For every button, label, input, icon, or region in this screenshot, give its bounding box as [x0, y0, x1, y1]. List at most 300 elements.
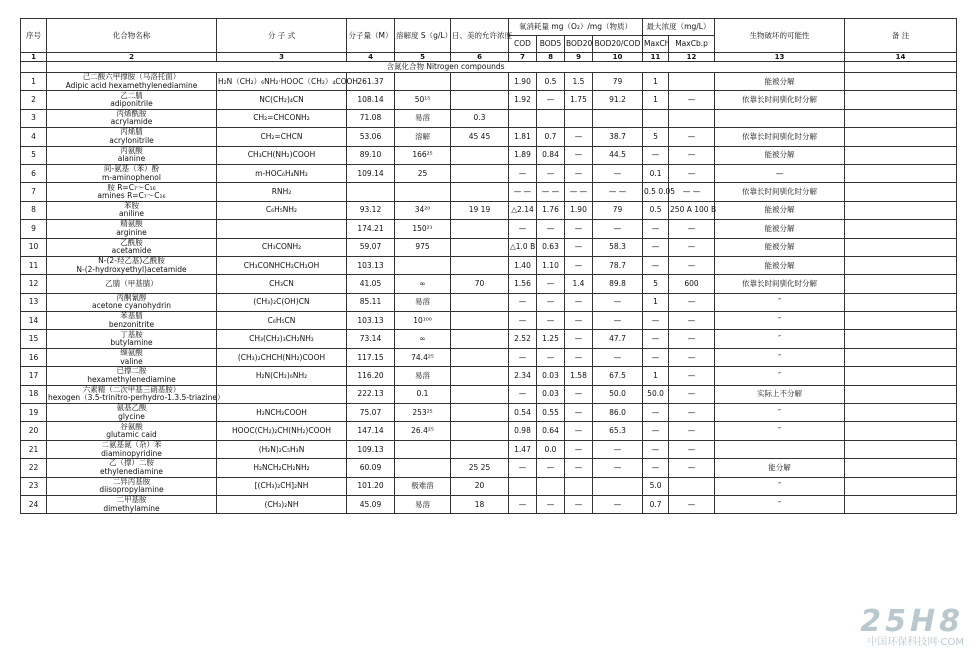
cell-mc: 50.0 — [643, 385, 669, 403]
cell-b5: — — [537, 495, 565, 513]
cell-b20: — — — [565, 183, 593, 201]
col-number: 4 — [347, 53, 395, 62]
cell-n: 24 — [21, 495, 47, 513]
cell-n: 22 — [21, 459, 47, 477]
cell-r: — — [593, 495, 643, 513]
cell-f: CH₃CH(NH₂)COOH — [217, 146, 347, 164]
cell-mb: — — [669, 367, 715, 385]
compound-name-en: benzonitrite — [108, 319, 155, 329]
compound-name-cell — [47, 367, 217, 385]
compound-name-cn: 乙腈（甲基腈） — [105, 278, 158, 288]
cell-jp — [451, 330, 509, 348]
cell-s: 极难溶 — [395, 477, 451, 495]
compound-name-cn: 缬氨酸 — [120, 348, 143, 358]
cell-mc: — — [643, 220, 669, 238]
compound-name-en: glycine — [118, 411, 145, 421]
table-row — [21, 312, 957, 330]
cell-mw — [347, 183, 395, 201]
cell-mb: — — — [669, 183, 715, 201]
oxygen-group-header: 氧消耗量 mg（O₂）/mg（物质） — [509, 19, 643, 36]
cell-jp — [451, 312, 509, 330]
compound-name-cn: N-(2-羟乙基)乙酰胺 — [98, 256, 165, 266]
cell-b5: 0.55 — [537, 404, 565, 422]
cell-note — [845, 164, 957, 182]
cell-f: RNH₂ — [217, 183, 347, 201]
cell-b20: — — [565, 312, 593, 330]
cell-jp: 45 45 — [451, 128, 509, 146]
nitrogen-compounds-table — [20, 18, 957, 514]
cell-s: ∞ — [395, 330, 451, 348]
col-number: 10 — [593, 53, 643, 62]
cell-note — [845, 440, 957, 458]
cell-b5: 0.84 — [537, 146, 565, 164]
cell-r: — — [593, 220, 643, 238]
cell-cod: △2.14 — [509, 201, 537, 219]
cell-bio — [715, 109, 845, 127]
cell-f — [217, 220, 347, 238]
compound-name-cell — [47, 495, 217, 513]
cell-bio: 依靠长时间驯化时分解 — [715, 275, 845, 293]
compound-name-cn: 谷氨酸 — [120, 421, 143, 431]
cell-s — [395, 440, 451, 458]
cell-jp — [451, 404, 509, 422]
cell-mc: — — [643, 440, 669, 458]
cell-b20: — — [565, 459, 593, 477]
cell-mw: 117.15 — [347, 348, 395, 366]
cell-note — [845, 238, 957, 256]
cell-f: H₂NCH₂CH₂NH₂ — [217, 459, 347, 477]
cell-b5 — [537, 477, 565, 495]
compound-name-cell — [47, 183, 217, 201]
compound-name-en: acrylonitrile — [109, 135, 154, 145]
col-mw-header: 分子量（M） — [347, 19, 395, 53]
cell-s: 74.4²⁵ — [395, 348, 451, 366]
table-row — [21, 440, 957, 458]
cell-b20: 1.58 — [565, 367, 593, 385]
cell-f: (CH₃)₂CHCH(NH₂)COOH — [217, 348, 347, 366]
cell-mb: — — [669, 220, 715, 238]
cell-mb: — — [669, 146, 715, 164]
cell-cod: — — [509, 348, 537, 366]
cell-cod — [509, 109, 537, 127]
cell-b5: 0.03 — [537, 385, 565, 403]
cell-jp — [451, 91, 509, 109]
cell-mb: — — [669, 348, 715, 366]
cell-n: 6 — [21, 164, 47, 182]
cell-bio: 能被分解 — [715, 220, 845, 238]
cell-f: CH₃CN — [217, 275, 347, 293]
cell-jp: 18 — [451, 495, 509, 513]
cell-b5: — — [537, 164, 565, 182]
cell-s: 34²⁰ — [395, 201, 451, 219]
cell-b5: — — [537, 91, 565, 109]
compound-name-en: acetamide — [111, 246, 152, 256]
cell-bio: 能被分解 — [715, 201, 845, 219]
compound-name-en: Adipic acid hexamethylenediamine — [65, 80, 198, 90]
cell-n: 8 — [21, 201, 47, 219]
col-bod5-header: BOD5 — [537, 36, 565, 53]
compound-name-en: adiponitrile — [110, 99, 153, 109]
compound-name-cn: 苯胺 — [124, 200, 139, 210]
cell-cod: — — [509, 459, 537, 477]
cell-f: CH₃CONHCH₂CH₂OH — [217, 256, 347, 274]
cell-b5: 1.76 — [537, 201, 565, 219]
column-number-row — [21, 53, 957, 62]
cell-mw: 75.07 — [347, 404, 395, 422]
cell-b20: — — [565, 385, 593, 403]
cell-cod: — — [509, 312, 537, 330]
compound-name-cell — [47, 109, 217, 127]
cell-s — [395, 459, 451, 477]
cell-bio: — — [715, 164, 845, 182]
col-formula-header: 分 子 式 — [217, 19, 347, 53]
cell-mc: — — [643, 256, 669, 274]
compound-name-cn: 乙二腈 — [120, 90, 143, 100]
col-name-header: 化合物名称 — [47, 19, 217, 53]
col-number: 11 — [643, 53, 669, 62]
cell-jp — [451, 348, 509, 366]
col-number: 1 — [21, 53, 47, 62]
cell-mw: 45.09 — [347, 495, 395, 513]
compound-name-en: arginine — [116, 227, 147, 237]
col-number: 8 — [537, 53, 565, 62]
table-row — [21, 293, 957, 311]
compound-name-cell — [47, 312, 217, 330]
cell-r: 86.0 — [593, 404, 643, 422]
compound-name-cn: 二氨基氮（杂）苯 — [101, 440, 162, 449]
cell-mb: — — [669, 495, 715, 513]
compound-name-en: glutamic caid — [106, 430, 157, 440]
cell-mb: 250 A 100 B — [669, 201, 715, 219]
cell-f: NC(CH₂)₄CN — [217, 91, 347, 109]
cell-n: 17 — [21, 367, 47, 385]
table-body — [21, 53, 957, 514]
header-row-1 — [21, 19, 957, 36]
cell-s: 150²¹ — [395, 220, 451, 238]
cell-jp — [451, 73, 509, 91]
cell-cod: 1.90 — [509, 73, 537, 91]
cell-note — [845, 330, 957, 348]
cell-mw: 93.12 — [347, 201, 395, 219]
cell-r: 47.7 — [593, 330, 643, 348]
cell-b20: 1.75 — [565, 91, 593, 109]
cell-r: 65.3 — [593, 422, 643, 440]
cell-cod: 1.47 — [509, 440, 537, 458]
compound-name-cell — [47, 330, 217, 348]
compound-name-en: diaminopyridine — [101, 448, 162, 458]
cell-n: 1 — [21, 73, 47, 91]
cell-n: 9 — [21, 220, 47, 238]
cell-jp — [451, 164, 509, 182]
cell-s — [395, 73, 451, 91]
cell-f: CH₂=CHCONH₂ — [217, 109, 347, 127]
col-maxcbp-header: MaxCb.p — [669, 36, 715, 53]
cell-b20: 1.5 — [565, 73, 593, 91]
cell-mc: — — [643, 404, 669, 422]
col-number: 7 — [509, 53, 537, 62]
cell-r: 79 — [593, 73, 643, 91]
cell-b5: 0.5 — [537, 73, 565, 91]
compound-name-en: butylamine — [110, 338, 153, 348]
cell-mc: 5 — [643, 128, 669, 146]
cell-b20: — — [565, 495, 593, 513]
cell-b5: 1.10 — [537, 256, 565, 274]
cell-mw: 116.20 — [347, 367, 395, 385]
table-row — [21, 495, 957, 513]
compound-name-cn: 丙酮氰醇 — [116, 292, 147, 302]
compound-name-cell — [47, 404, 217, 422]
cell-f: (CH₃)₂NH — [217, 495, 347, 513]
cell-mw: 108.14 — [347, 91, 395, 109]
table-row — [21, 477, 957, 495]
cell-mw: 73.14 — [347, 330, 395, 348]
cell-note — [845, 91, 957, 109]
col-number: 6 — [451, 53, 509, 62]
cell-s: 10¹⁰⁰ — [395, 312, 451, 330]
cell-jp — [451, 220, 509, 238]
cell-mb — [669, 477, 715, 495]
cell-note — [845, 312, 957, 330]
cell-r: — — [593, 312, 643, 330]
cell-mb: — — [669, 164, 715, 182]
table-row — [21, 183, 957, 201]
cell-mc: — — [643, 422, 669, 440]
cell-cod: 1.56 — [509, 275, 537, 293]
table-row — [21, 256, 957, 274]
section-row — [21, 62, 957, 73]
cell-b20: — — [565, 293, 593, 311]
cell-mc: 1 — [643, 367, 669, 385]
cell-note — [845, 495, 957, 513]
cell-n: 10 — [21, 238, 47, 256]
cell-mw: 147.14 — [347, 422, 395, 440]
cell-bio: 能分解 — [715, 459, 845, 477]
cell-b20: — — [565, 146, 593, 164]
cell-bio: ″ — [715, 330, 845, 348]
cell-bio: ″ — [715, 477, 845, 495]
compound-name-en: alanine — [117, 154, 146, 164]
cell-jp — [451, 293, 509, 311]
cell-mw: 53.06 — [347, 128, 395, 146]
cell-b20: — — [565, 440, 593, 458]
cell-cod: 1.89 — [509, 146, 537, 164]
cell-mw: 60.09 — [347, 459, 395, 477]
cell-mc: 1 — [643, 293, 669, 311]
cell-mc: — — [643, 348, 669, 366]
col-number: 13 — [715, 53, 845, 62]
cell-n: 3 — [21, 109, 47, 127]
cell-bio: 能被分解 — [715, 256, 845, 274]
col-number: 9 — [565, 53, 593, 62]
col-maxch-header: MaxCh — [643, 36, 669, 53]
compound-name-cn: 乙酰胺 — [120, 237, 143, 247]
table-row — [21, 275, 957, 293]
cell-bio: ″ — [715, 422, 845, 440]
cell-mb: — — [669, 91, 715, 109]
cell-mw: 103.13 — [347, 256, 395, 274]
cell-note — [845, 293, 957, 311]
cell-note — [845, 477, 957, 495]
col-seq-header: 序号 — [21, 19, 47, 53]
cell-s: 975 — [395, 238, 451, 256]
cell-jp: 19 19 — [451, 201, 509, 219]
compound-name-cn: 丙烯酰胺 — [116, 108, 147, 118]
cell-f: m-HOC₆H₄NH₂ — [217, 164, 347, 182]
cell-b5: — — [537, 293, 565, 311]
cell-b20: — — [565, 238, 593, 256]
col-number: 12 — [669, 53, 715, 62]
table-row — [21, 128, 957, 146]
table-row — [21, 367, 957, 385]
cell-n: 5 — [21, 146, 47, 164]
cell-n: 16 — [21, 348, 47, 366]
cell-b20: — — [565, 220, 593, 238]
cell-cod: — — [509, 385, 537, 403]
cell-n: 11 — [21, 256, 47, 274]
cell-mb: — — [669, 293, 715, 311]
compound-name-cell — [47, 293, 217, 311]
cell-s: 50¹⁵ — [395, 91, 451, 109]
cell-r: 44.5 — [593, 146, 643, 164]
section-spacer — [21, 62, 47, 73]
compound-name-cn: 间-氨基（苯）酚 — [103, 164, 160, 174]
cell-f: CH₃(CH₂)₃CH₂NH₂ — [217, 330, 347, 348]
cell-r: 38.7 — [593, 128, 643, 146]
cell-mw: 101.20 — [347, 477, 395, 495]
table-row — [21, 385, 957, 403]
compound-name-cell — [47, 422, 217, 440]
cell-f: H₂N（CH₂）₆NH₂·HOOC（CH₂）₄COOH — [217, 73, 347, 91]
table-row — [21, 422, 957, 440]
compound-name-cell — [47, 459, 217, 477]
cell-bio: ″ — [715, 293, 845, 311]
maxconc-group-header: 最大浓度（mg/L） — [643, 19, 715, 36]
cell-s: 易溶 — [395, 293, 451, 311]
compound-name-cn: 丁基胺 — [120, 329, 143, 339]
cell-jp — [451, 256, 509, 274]
cell-note — [845, 73, 957, 91]
cell-n: 13 — [21, 293, 47, 311]
cell-bio: 依靠长时间驯化时分解 — [715, 183, 845, 201]
table-row — [21, 91, 957, 109]
cell-s: ∞ — [395, 275, 451, 293]
cell-s: 易溶 — [395, 495, 451, 513]
cell-mb: — — [669, 422, 715, 440]
table-row — [21, 109, 957, 127]
cell-jp: 70 — [451, 275, 509, 293]
compound-name-cn: 己二酸六甲撑胺（马洛托面） — [82, 72, 181, 82]
cell-r: 50.0 — [593, 385, 643, 403]
cell-bio — [715, 440, 845, 458]
cell-f: H₂N(CH₂)₆NH₂ — [217, 367, 347, 385]
cell-f: HOOC(CH₂)₂CH(NH₂)COOH — [217, 422, 347, 440]
cell-jp — [451, 146, 509, 164]
cell-bio: 能被分解 — [715, 238, 845, 256]
compound-name-cn: 二异丙基胺 — [112, 476, 151, 486]
cell-b20: — — [565, 330, 593, 348]
cell-s: 166²⁵ — [395, 146, 451, 164]
cell-b5: 0.64 — [537, 422, 565, 440]
cell-cod: — — [509, 220, 537, 238]
cell-n: 20 — [21, 422, 47, 440]
cell-b20: — — [565, 128, 593, 146]
cell-n: 21 — [21, 440, 47, 458]
cell-mw: 89.10 — [347, 146, 395, 164]
compound-name-cn: 氨基乙酸 — [116, 403, 147, 413]
cell-f: H₂NCH₂COOH — [217, 404, 347, 422]
cell-jp — [451, 385, 509, 403]
cell-mb: — — [669, 238, 715, 256]
cell-b20: — — [565, 348, 593, 366]
col-jp-header: 日、美的允许浓度 — [451, 19, 509, 53]
cell-b20: 1.90 — [565, 201, 593, 219]
cell-b5: — — [537, 348, 565, 366]
cell-b5: 0.63 — [537, 238, 565, 256]
cell-f: (H₂N)₂C₅H₃N — [217, 440, 347, 458]
cell-bio: 依靠长时间驯化时分解 — [715, 91, 845, 109]
col-note-header: 备 注 — [845, 19, 957, 53]
cell-mw: 103.13 — [347, 312, 395, 330]
watermark-logo: 25H8 — [860, 604, 964, 639]
cell-n: 23 — [21, 477, 47, 495]
compound-name-cell — [47, 73, 217, 91]
table-row — [21, 348, 957, 366]
cell-mc: 1 — [643, 91, 669, 109]
cell-bio: 能被分解 — [715, 73, 845, 91]
table-row — [21, 404, 957, 422]
cell-b5: 1.25 — [537, 330, 565, 348]
cell-jp: 0.3 — [451, 109, 509, 127]
cell-jp — [451, 238, 509, 256]
compound-name-en: hexogen（3.5-trinitro-perhydro-1.3.5-triazine） — [48, 393, 225, 403]
cell-n: 7 — [21, 183, 47, 201]
cell-n: 14 — [21, 312, 47, 330]
watermark-text: 中国环保科技网·COM — [867, 637, 964, 648]
table-row — [21, 220, 957, 238]
compound-name-cn: 六素精（二次甲基三硝基胺） — [82, 384, 181, 394]
compound-name-cn: 精氨酸 — [120, 219, 143, 229]
cell-note — [845, 385, 957, 403]
cell-s: 易溶 — [395, 367, 451, 385]
cell-jp — [451, 367, 509, 385]
cell-cod: — — [509, 164, 537, 182]
cell-mw: 71.08 — [347, 109, 395, 127]
compound-name-cell — [47, 275, 217, 293]
compound-name-cn: 丙氨酸 — [120, 145, 143, 155]
cell-note — [845, 348, 957, 366]
compound-name-cn: 已撑二胺 — [116, 366, 147, 376]
cell-mc: 0.1 — [643, 164, 669, 182]
cell-note — [845, 459, 957, 477]
cell-cod: 2.34 — [509, 367, 537, 385]
cell-r: — — [593, 440, 643, 458]
cell-note — [845, 201, 957, 219]
cell-r: — — [593, 348, 643, 366]
cell-note — [845, 256, 957, 274]
cell-bio: 实际上不分解 — [715, 385, 845, 403]
cell-n: 19 — [21, 404, 47, 422]
cell-mw: 85.11 — [347, 293, 395, 311]
compound-name-cell — [47, 146, 217, 164]
cell-b20 — [565, 109, 593, 127]
cell-cod: 1.40 — [509, 256, 537, 274]
cell-bio: ″ — [715, 404, 845, 422]
cell-mw: 222.13 — [347, 385, 395, 403]
cell-note — [845, 404, 957, 422]
col-number: 14 — [845, 53, 957, 62]
col-bod20-header: BOD20 — [565, 36, 593, 53]
cell-s: 易溶 — [395, 109, 451, 127]
